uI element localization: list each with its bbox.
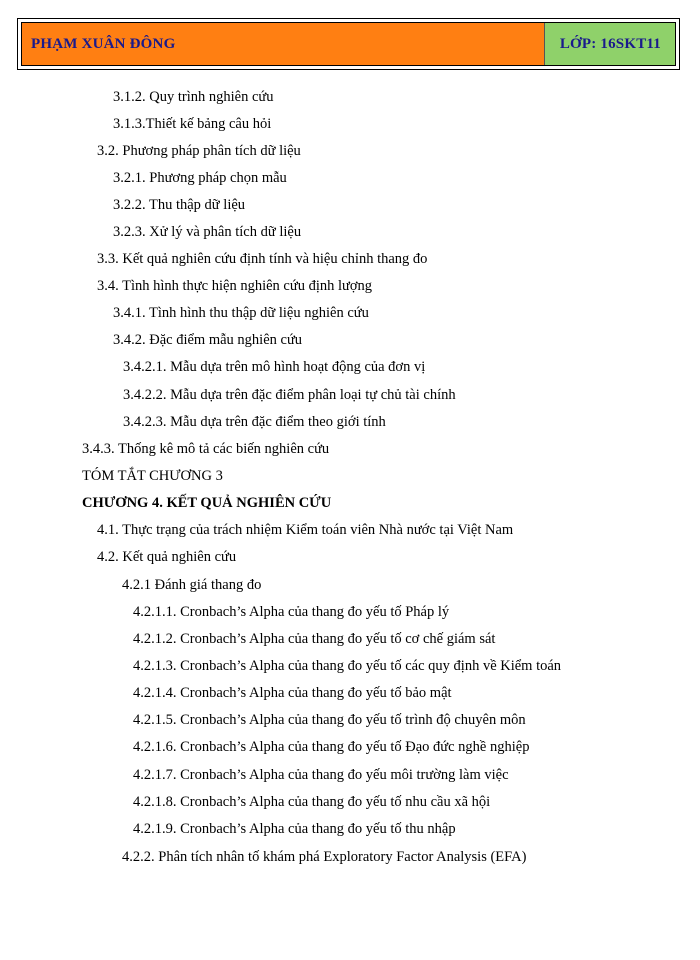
toc-entry: 4.2.1 Đánh giá thang đo [122,577,262,593]
toc-entry: 3.4.2. Đặc điểm mẫu nghiên cứu [113,332,303,348]
class-cell [545,23,675,65]
toc-entry: 4.2.1.9. Cronbach’s Alpha của thang đo yếu tố thu nhập [133,821,456,837]
toc-entry: 4.2.2. Phân tích nhân tố khám phá Exploratory Factor Analysis (EFA) [122,849,527,865]
toc-entry: 4.2.1.7. Cronbach’s Alpha của thang đo yếu môi trường làm việc [133,767,509,783]
toc-entry: 3.4.2.3. Mẫu dựa trên đặc điểm theo giới tính [123,414,386,430]
toc-entry: 3.3. Kết quả nghiên cứu định tính và hiệu chỉnh thang đo [97,251,428,267]
toc-entry: 4.2. Kết quả nghiên cứu [97,549,237,565]
class-label: LỚP: 16SKT11 [559,35,661,52]
toc-entry: 4.2.1.4. Cronbach’s Alpha của thang đo yếu tố bảo mật [133,685,452,701]
toc-entry: TÓM TẮT CHƯƠNG 3 [82,468,223,484]
toc-entry: 4.2.1.8. Cronbach’s Alpha của thang đo yếu tố nhu cầu xã hội [133,794,491,810]
toc-entry: 3.4. Tình hình thực hiện nghiên cứu định lượng [97,278,373,294]
toc-entry: 4.1. Thực trạng của trách nhiệm Kiểm toán viên Nhà nước tại Việt Nam [97,522,514,538]
toc-entry: 3.4.3. Thống kê mô tả các biến nghiên cứu [82,441,330,457]
toc-entry: 3.4.2.1. Mẫu dựa trên mô hình hoạt động của đơn vị [123,359,426,375]
toc-entry: 3.4.2.2. Mẫu dựa trên đặc điểm phân loại tự chủ tài chính [123,387,456,403]
toc-entry: 3.4.1. Tình hình thu thập dữ liệu nghiên cứu [113,305,369,321]
toc-entry: 3.2. Phương pháp phân tích dữ liệu [97,143,301,159]
toc-entry: 3.1.3.Thiết kế bảng câu hỏi [113,116,272,132]
toc-entry: 3.2.2. Thu thập dữ liệu [113,197,246,213]
author-name: PHẠM XUÂN ĐÔNG [31,35,176,52]
toc-entry: 4.2.1.3. Cronbach’s Alpha của thang đo yếu tố các quy định về Kiểm toán [133,658,562,674]
toc-entry: 3.2.3. Xử lý và phân tích dữ liệu [113,224,302,240]
toc-entry: 4.2.1.6. Cronbach’s Alpha của thang đo yếu tố Đạo đức nghề nghiệp [133,739,530,755]
toc-chapter-heading: CHƯƠNG 4. KẾT QUẢ NGHIÊN CỨU [82,495,332,511]
toc-entry: 4.2.1.2. Cronbach’s Alpha của thang đo yếu tố cơ chế giám sát [133,631,496,647]
toc-entry: 3.1.2. Quy trình nghiên cứu [113,89,274,105]
page-header [21,22,676,66]
toc-entry: 3.2.1. Phương pháp chọn mẫu [113,170,287,186]
toc-entry: 4.2.1.5. Cronbach’s Alpha của thang đo yếu tố trình độ chuyên môn [133,712,526,728]
author-name-cell [22,23,545,65]
toc-entry: 4.2.1.1. Cronbach’s Alpha của thang đo yếu tố Pháp lý [133,604,450,620]
